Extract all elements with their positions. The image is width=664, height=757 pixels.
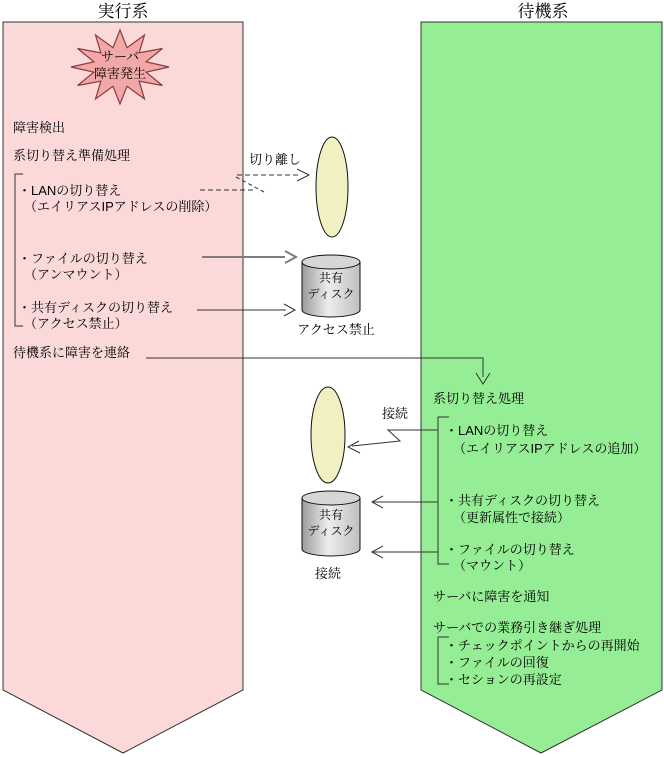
notify-server-label: サーバに障害を通知 — [433, 589, 550, 604]
switch-process-title: 系切り替え処理 — [433, 391, 525, 406]
burst-text-line1: サーバ — [100, 49, 140, 64]
active-system-header: 実行系 — [97, 2, 149, 21]
shared-disk2-label-line2: ディスク — [307, 524, 355, 538]
shared-disk1-label-line2: ディスク — [307, 287, 355, 301]
standby-item-file-label: ・ファイルの切り替え — [445, 542, 575, 557]
access-forbidden-caption: アクセス禁止 — [297, 322, 375, 337]
burst-text-line2: 障害発生 — [93, 66, 146, 81]
notify-standby-label: 待機系に障害を連絡 — [13, 345, 131, 360]
standby-item-disk-label: ・共有ディスクの切り替え — [445, 493, 600, 508]
file-switch-arrowhead — [285, 251, 296, 263]
standby-system-header: 待機系 — [517, 2, 569, 21]
active-item-disk-label: ・共有ディスクの切り替え — [18, 300, 173, 315]
network-ellipse-top — [316, 137, 348, 237]
standby-item-disk-detail: （更新属性で接続） — [453, 510, 571, 525]
takeover-item-session: ・セションの再設定 — [445, 672, 562, 687]
network-ellipse-bottom — [311, 387, 345, 483]
detach-arrowhead — [297, 169, 309, 181]
shared-disk2-label-line1: 共有 — [318, 508, 343, 522]
active-item-disk-detail: （アクセス禁止） — [24, 316, 128, 331]
detach-label: 切り離し — [249, 152, 302, 167]
standby-item-file-detail: （マウント） — [453, 558, 532, 573]
prep-process-title: 系切り替え準備処理 — [13, 148, 131, 163]
connect-caption-bottom: 接続 — [314, 566, 341, 581]
shared-disk2-top — [302, 491, 360, 505]
takeover-item-file-recovery: ・ファイルの回復 — [445, 655, 549, 670]
takeover-item-checkpoint: ・チェックポイントからの再開始 — [445, 638, 640, 653]
connect-label-top: 接続 — [382, 406, 409, 421]
shared-disk1-top — [302, 255, 360, 269]
active-item-file-detail: （アンマウント） — [24, 267, 128, 282]
lan-connect-arrowhead — [348, 441, 360, 453]
standby-item-lan-label: ・LANの切り替え — [445, 423, 549, 438]
standby-item-lan-detail: （エイリアスIPアドレスの追加） — [453, 441, 647, 456]
shared-disk1-label-line1: 共有 — [318, 271, 343, 285]
active-item-file-label: ・ファイルの切り替え — [18, 251, 148, 266]
active-item-lan-label: ・LANの切り替え — [18, 183, 122, 198]
takeover-process-title: サーバでの業務引き継ぎ処理 — [433, 620, 602, 635]
active-item-lan-detail: （エイリアスIPアドレスの削除） — [24, 199, 218, 214]
failure-detect-label: 障害検出 — [13, 120, 66, 135]
